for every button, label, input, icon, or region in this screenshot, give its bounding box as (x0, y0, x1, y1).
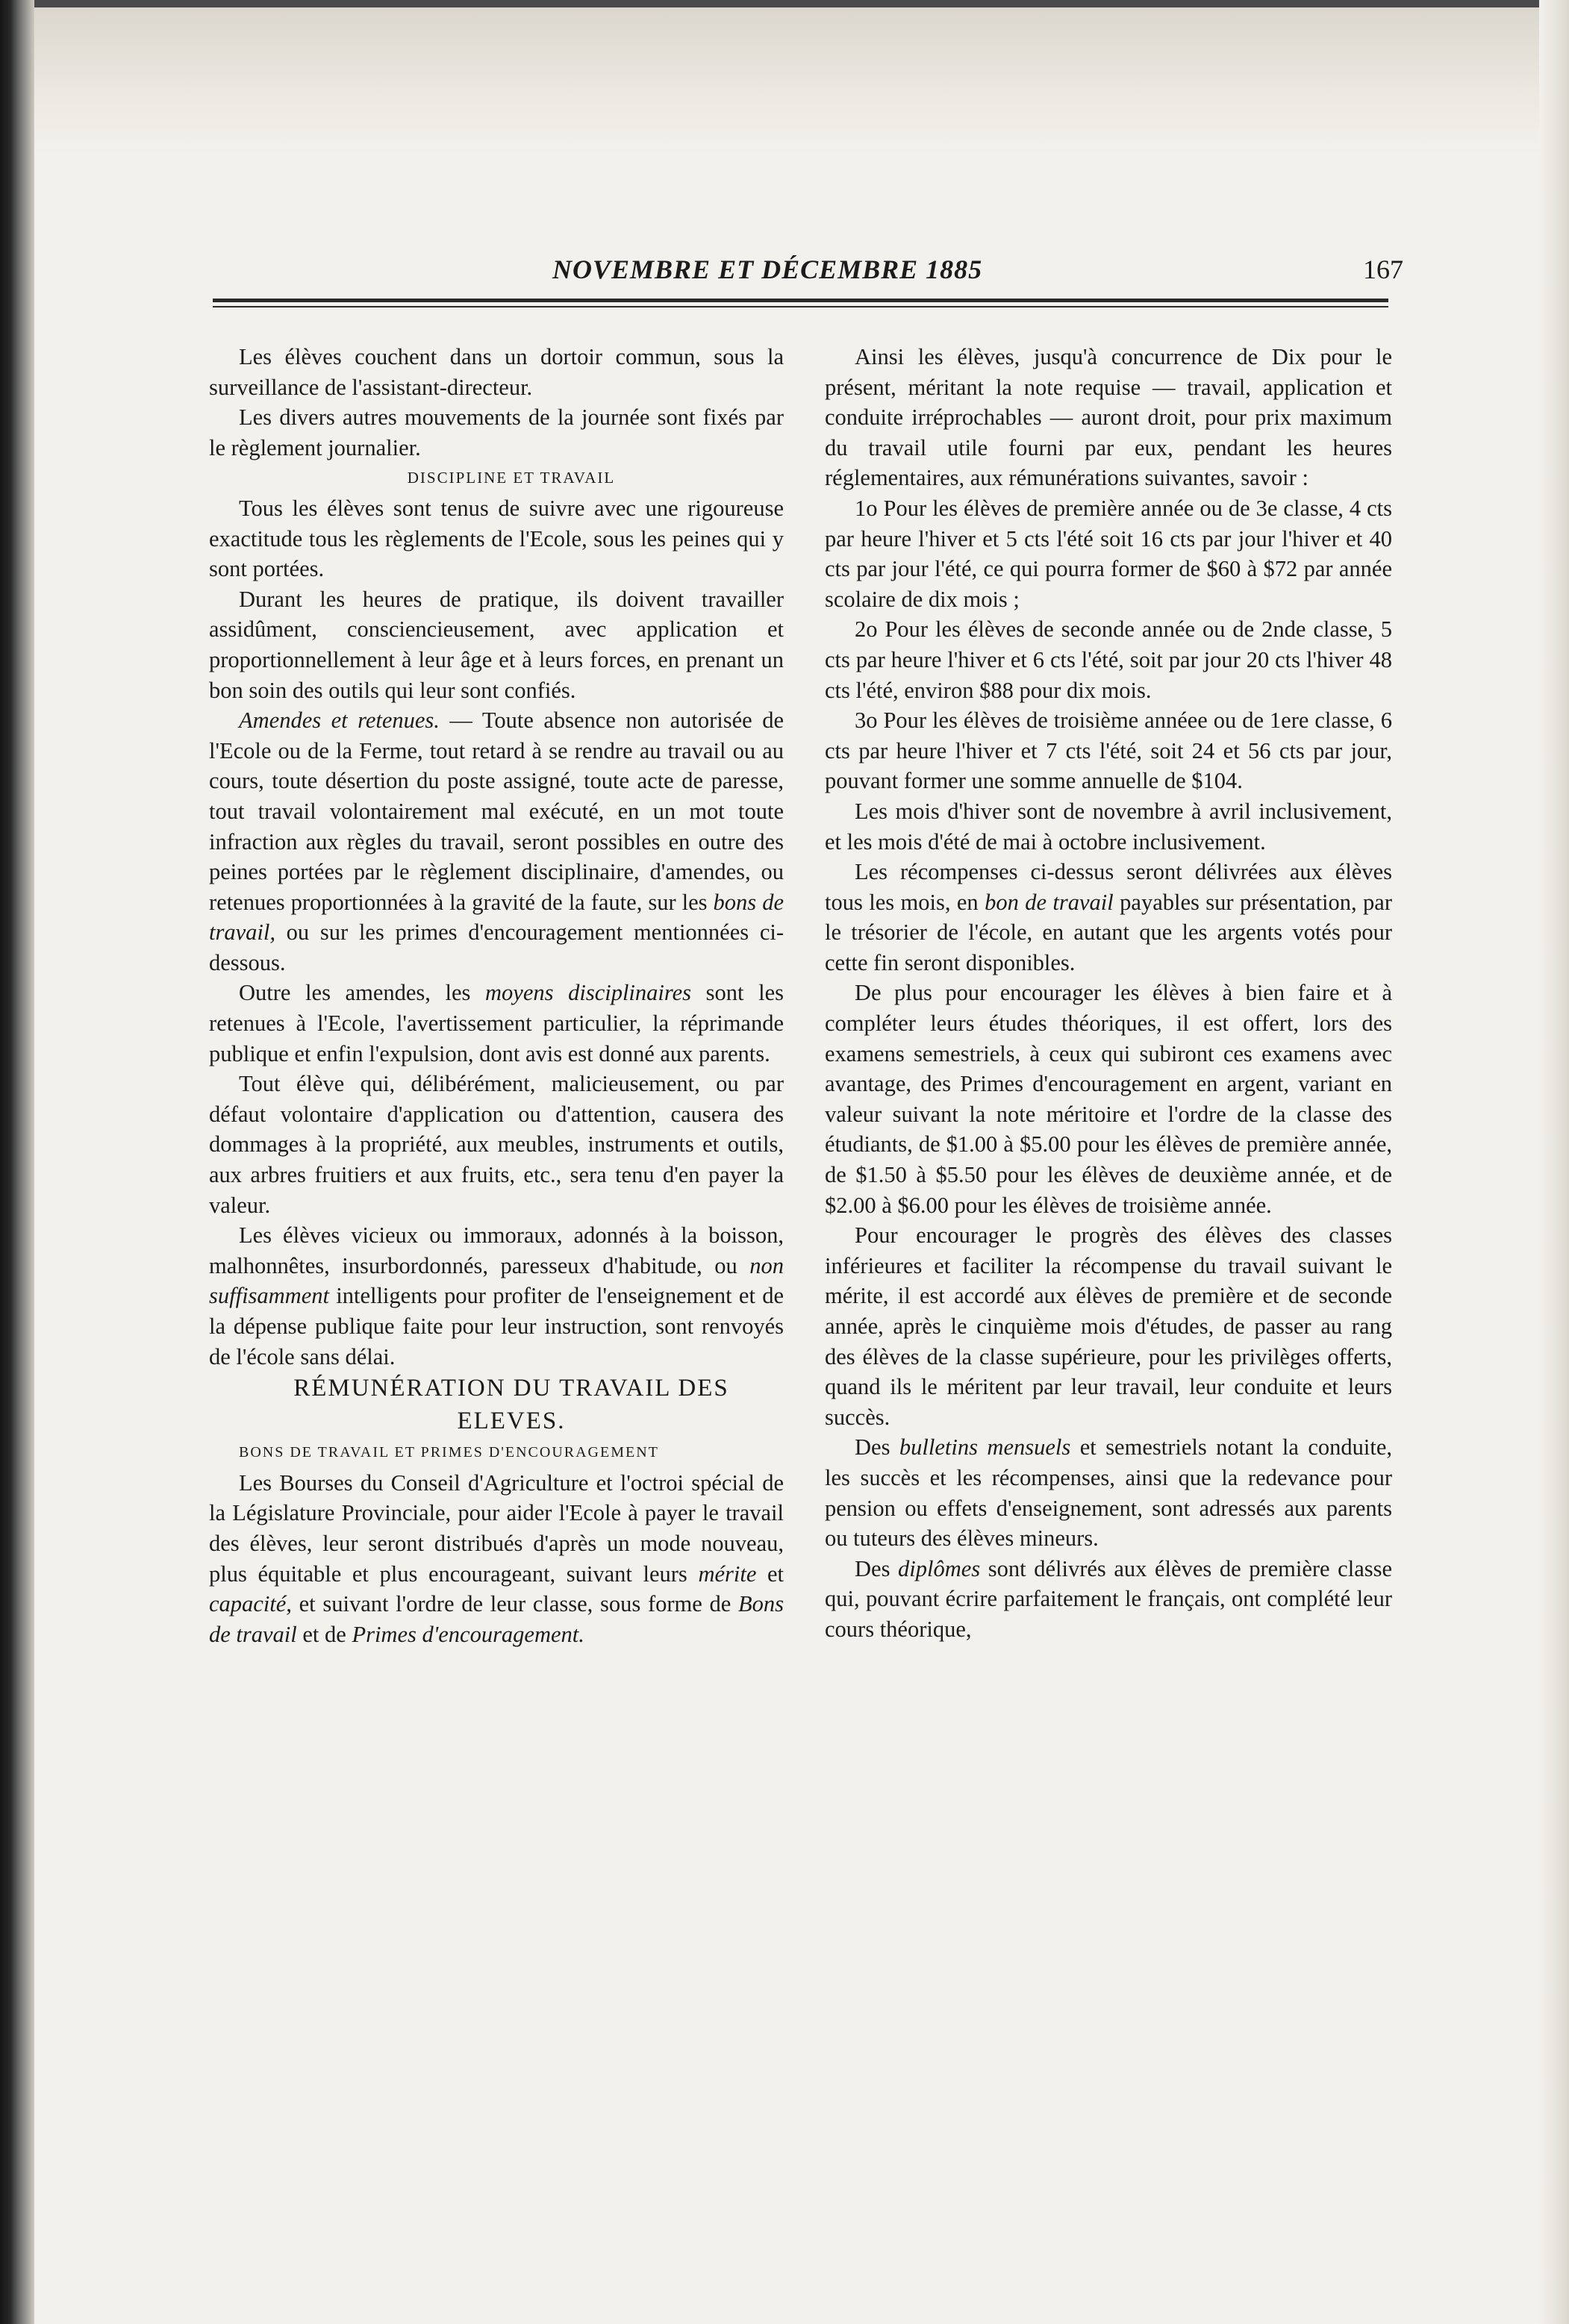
paragraph: Pour encourager le progrès des élèves des classes inférieures et faciliter la récompense du travail suivant le mérite, il est accordé aux élèves de première et de seconde année, après le cinquième mois d'études, de passer au rang des élèves de la classe supérieure, pour les privilèges offerts, quand ils le méritent par leur travail, leur conduite et leurs succès. (825, 1222, 1392, 1430)
section-heading-remuneration-2: ELEVES. (457, 1408, 566, 1435)
right-column (825, 342, 1392, 1645)
text-run: Des (855, 1555, 899, 1581)
text-run: payables sur présentation, par le trésorier de l'école, en autant que les argents votés pour cette fin seront disponibles. (825, 889, 1392, 975)
paragraph: Les mois d'hiver sont de novembre à avril inclusivement, et les mois d'été de mai à octobre inclusivement. (825, 798, 1392, 855)
paragraph (825, 857, 1392, 978)
paragraph (209, 1468, 784, 1650)
book-spine-shadow (0, 0, 34, 2324)
text-run: sont délivrés aux élèves de première classe qui, pouvant écrire parfaitement le français, ont complété leur cours théorique, (825, 1555, 1393, 1642)
page-top-shading (34, 0, 1569, 157)
text-run: et suivant l'ordre de leur classe, sous forme de (291, 1591, 738, 1617)
subheading-bons: BONS DE TRAVAIL ET PRIMES D'ENCOURAGEMENT (239, 1444, 659, 1461)
text-run: Les récompenses ci-dessus seront délivrées aux élèves tous les mois, en (825, 859, 1392, 915)
text-run: et de (296, 1621, 352, 1647)
paragraph: Les élèves couchent dans un dortoir commun, sous la surveillance de l'assistant-directeur. (209, 344, 784, 400)
inline-emphasis: non suffisamment (209, 1252, 784, 1309)
paragraph: De plus pour encourager les élèves à bien faire et à compléter leurs études théoriques, il est offert, lors des examens semestriels, à ceux qui subiront ces examens avec avantage, des Primes d'encouragement en argent, variant en valeur suivant la note méritoire et l'ordre de la classe des étudiants, de $1.00 à $5.00 pour les élèves de première année, de $1.50 à $5.50 pour les élèves de deuxième année, et de $2.00 à $6.00 pour les élèves de troisième année. (825, 980, 1392, 1218)
inline-emphasis: capacité, (209, 1591, 292, 1617)
inline-emphasis: Bons de travail (209, 1591, 784, 1647)
paragraph: 1o Pour les élèves de première année ou de 3e classe, 4 cts par heure l'hiver et 5 cts l'été soit 16 cts par jour l'hiver et 40 cts par jour l'été, ce qui pourra former de $60 à $72 par année scolaire de dix mois ; (825, 495, 1392, 612)
running-title: NOVEMBRE ET DÉCEMBRE 1885 (552, 254, 983, 284)
page-top-edge (34, 0, 1569, 7)
section-heading-discipline: DISCIPLINE ET TRAVAIL (407, 469, 616, 487)
text-run: — Toute absence non autorisée de l'Ecole ou de la Ferme, tout retard à se rendre au travail ou au cours, toute désertion du poste assigné, toute acte de paresse, tout travail volontairement mal exécuté, en un mot toute infraction aux règles du travail, seront possibles en outre des peines portées par le règlement disciplinaire, d'amendes, ou retenues proportionnées à la gravité de la faute, sur les (209, 707, 784, 915)
header-rule-thin (213, 306, 1388, 307)
text-run: Les Bourses du Conseil d'Agriculture et l'octroi spécial de la Législature Provinciale, pour aider l'Ecole à payer le travail des élèves, leur seront distribués d'après un mode nouveau, plus équitable et plus encourageant, suivant leurs (209, 1469, 784, 1587)
text-run: Les élèves vicieux ou immoraux, adonnés à la boisson, malhonnêtes, insurbordonnés, paresseux d'habitude, ou (209, 1222, 784, 1278)
page-header (194, 251, 1403, 296)
paragraph: Tout élève qui, délibérément, malicieusement, ou par défaut volontaire d'application ou d'attention, causera des dommages à la propriété, aux meubles, instruments et outils, aux arbres fruitiers et aux fruits, etc., sera tenu d'en payer la valeur. (209, 1071, 784, 1218)
paragraph: Tous les élèves sont tenus de suivre avec une rigoureuse exactitude tous les règlements de l'Ecole, sous les peines qui y sont portées. (209, 495, 784, 582)
paragraph (209, 978, 784, 1069)
text-run: et semestriels notant la conduite, les succès et les récompenses, ainsi que la redevance pour pension ou effets d'enseignement, sont adressés aux parents ou tuteurs des élèves mineurs. (825, 1434, 1392, 1552)
paragraph (209, 1220, 784, 1372)
paragraph: 3o Pour les élèves de troisième annéee ou de 1ere classe, 6 cts par heure l'hiver et 7 cts l'été, soit 24 et 56 cts par jour, pouvant former une somme annuelle de $104. (825, 707, 1392, 794)
text-run: sont les retenues à l'Ecole, l'avertissement particulier, la réprimande publique et enfin l'expulsion, dont avis est donné aux parents. (209, 980, 784, 1066)
text-run: Des (855, 1434, 899, 1461)
page-number: 167 (1363, 254, 1403, 284)
page-right-edge (1539, 0, 1569, 2324)
inline-emphasis: bons de travail, (209, 889, 784, 946)
paragraph: Ainsi les élèves, jusqu'à concurrence de Dix pour le présent, méritant la note requise — travail, application et conduite irréprochables — auront droit, pour prix maximum du travail utile fourni par eux, pendant les heures réglementaires, aux rémunérations suivantes, savoir : (825, 344, 1392, 491)
left-column (209, 342, 784, 1649)
inline-emphasis: moyens disciplinaires (485, 980, 692, 1006)
section-heading-remuneration: RÉMUNÉRATION DU TRAVAIL DES (293, 1375, 729, 1402)
inline-emphasis: Amendes et retenues. (239, 707, 440, 734)
paragraph: Les divers autres mouvements de la journée sont fixés par le règlement journalier. (209, 404, 784, 460)
text-run: Outre les amendes, les (239, 980, 486, 1006)
inline-emphasis: bulletins mensuels (899, 1434, 1071, 1461)
paragraph: 2o Pour les élèves de seconde année ou de 2nde classe, 5 cts par heure l'hiver et 6 cts l'été, soit par jour 20 cts l'hiver 48 cts l'été, environ $88 pour dix mois. (825, 616, 1392, 703)
paragraph (209, 705, 784, 978)
header-rule (213, 299, 1388, 302)
inline-emphasis: bon de travail (985, 889, 1114, 915)
paragraph: Durant les heures de pratique, ils doivent travailler assidûment, consciencieusement, avec application et proportionnellement à leur âge et à leurs forces, en prenant un bon soin des outils qui leur sont confiés. (209, 586, 784, 703)
paragraph (825, 1554, 1392, 1645)
text-run: intelligents pour profiter de l'enseignement et de la dépense publique faite pour leur instruction, sont renvoyés de l'école sans délai. (209, 1283, 784, 1369)
text-run: et (756, 1561, 784, 1587)
inline-emphasis: diplômes (898, 1555, 981, 1581)
text-run: ou sur les primes d'encouragement mentionnées ci-dessous. (209, 919, 784, 975)
paragraph (825, 1432, 1392, 1553)
inline-emphasis: Primes d'encouragement. (352, 1621, 584, 1647)
inline-emphasis: mérite (698, 1561, 757, 1587)
